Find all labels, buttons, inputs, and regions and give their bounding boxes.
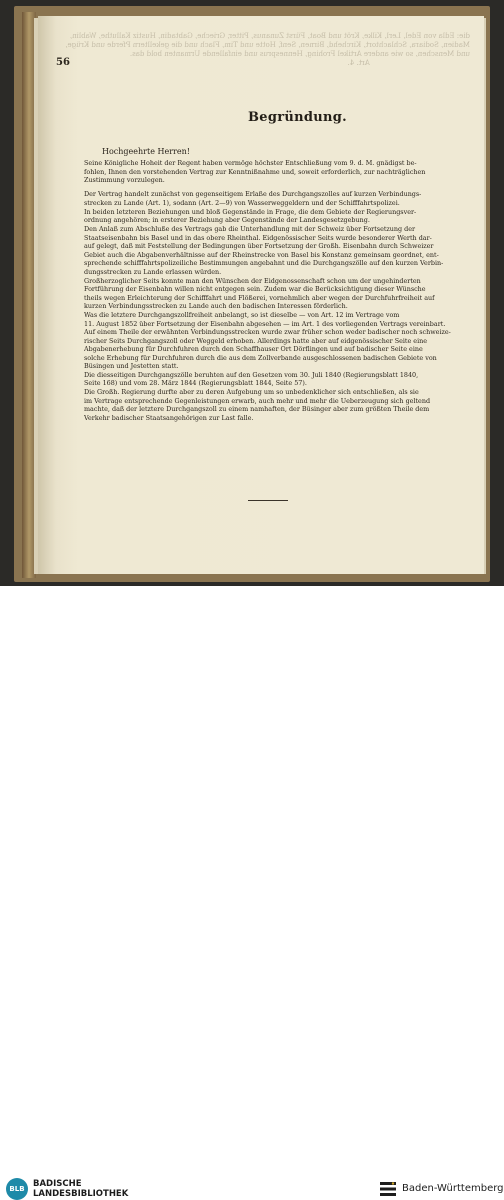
text-line: ordnung angehören; in ersterer Beziehung aber Gegenstände der Landesgesetzgebung.	[84, 216, 370, 224]
text-line: fohlen, Ihnen den vorstehenden Vertrag zur Kenntnißnahme und, soweit erforderlich, zur nachträglichen	[84, 168, 426, 176]
text-line: 11. August 1852 über Fortsetzung der Eisenbahn abgesehen — im Art. 1 des vorliegenden Vertrags vereinbart.	[84, 320, 446, 328]
baden-wuerttemberg-crest-icon[interactable]	[378, 1179, 398, 1199]
page-title: Begründung.	[248, 110, 348, 125]
text-line: im Vertrage entsprechende Gegenleistungen erwarb, auch mehr und mehr die Ueberzeugung sich geltend	[84, 397, 431, 405]
closing-rule	[248, 500, 288, 501]
page-number: 56	[56, 57, 70, 68]
text-line: Den Anlaß zum Abschluße des Vertrags gab die Unterhandlung mit der Schweiz über Fortsetzung der	[84, 225, 416, 233]
text-line: Zustimmung vorzulegen.	[84, 176, 165, 184]
text-line: Verkehr badischer Staatsangehörigen zur Last falle.	[84, 414, 254, 422]
text-line: Großherzoglicher Seits konnte man den Wünschen der Eidgenossenschaft schon um der ungehinderten	[84, 277, 421, 285]
scanned-book-view	[0, 0, 504, 586]
text-line: In beiden letzteren Beziehungen und bloß Gegenstände in Frage, die dem Gebiete der Regierungsver-	[84, 208, 417, 216]
bleed-through-text: die: Edla von Edel, Lerl, Kilke, Kröt und Boat, Fürst Zunanus, Pitter, Grieche, Gabtadin, Hustiz Kalluthe, Wablin, Madien, Sodiara, Schlachtort, Kirchehd, Birnen, Senf, Hotte und Tim, Flach und die gekelltern Pferde und Krüge, und Menschen, so wie andere Artikel Frohing, Hennesprus und einfallende Urmanten bold das. Art. 4.	[65, 32, 470, 67]
text-line: solche Erhebung für Durchfuhren durch die aus dem Zollverbande ausgeschlossenen badischen Gebiete von	[84, 354, 437, 362]
text-line: Staatseisenbahn bis Basel und in das obere Rheinthal. Eidgenössischer Seits wurde besonderer Werth dar-	[84, 234, 432, 242]
baden-wuerttemberg-name[interactable]: Baden-Württemberg	[402, 1183, 504, 1194]
text-line: Der Vertrag handelt zunächst von gegenseitigem Erlaße des Durchgangszolles auf kurzen Verbindungs-	[84, 190, 422, 198]
blb-logo-icon[interactable]: BLB	[6, 1178, 28, 1200]
text-line: sprechende schifffahrtspolizeiliche Bestimmungen angebahnt und die Durchgangszölle auf den kurzen Verbin-	[84, 259, 444, 267]
text-line: kurzen Verbindungsstrecken zu Lande auch den badischen Interessen förderlich.	[84, 302, 348, 310]
text-line: theils wegen Erleichterung der Schifffahrt und Flößerei, vornehmlich aber wegen der Durchfuhrfreiheit auf	[84, 294, 435, 302]
text-line: Fortführung der Eisenbahn willen nicht entgegen sein. Zudem war die Berücksichtigung dieser Wünsche	[84, 285, 426, 293]
text-line: strecken zu Lande (Art. 1), sodann (Art. 2—9) von Wasserweggeldern und der Schifffahrtspolizei.	[84, 199, 400, 207]
text-line: rischer Seits Durchgangszoll oder Weggeld erhoben. Allerdings hatte aber auf eidgenössischer Seite eine	[84, 337, 428, 345]
text-line: Seine Königliche Hoheit der Regent haben vermöge höchster Entschließung vom 9. d. M. gnädigst be-	[84, 159, 417, 167]
text-line: Die Großh. Regierung durfte aber zu deren Aufgebung um so unbedenklicher sich entschließen, als sie	[84, 388, 419, 396]
footer-bar	[0, 586, 504, 1199]
text-line: Auf einem Theile der erwähnten Verbindungsstrecken wurde zwar früher schon weder badischer noch schweize-	[84, 328, 451, 336]
salutation: Hochgeehrte Herren!	[102, 147, 190, 156]
text-line: Gebiet auch die Abgabenverhältnisse auf der Rheinstrecke von Basel bis Konstanz gemeinsam geordnet, ent-	[84, 251, 439, 259]
text-line: Was die letztere Durchgangszollfreiheit anbelangt, so ist dieselbe — von Art. 12 im Vertrage vom	[84, 311, 400, 319]
blb-name-line1: BADISCHE	[33, 1179, 82, 1189]
text-line: Die diesseitigen Durchgangszölle beruhten auf den Gesetzen vom 30. Juli 1840 (Regierungsblatt 1840,	[84, 371, 419, 379]
blb-library-name[interactable]	[33, 1179, 128, 1199]
text-line: machte, daß der letztere Durchgangszoll zu einem namhaften, der Büsinger aber zum größten Theile dem	[84, 405, 430, 413]
text-line: Büsingen und Jestetten statt.	[84, 362, 179, 370]
text-line: Seite 168) und vom 28. März 1844 (Regierungsblatt 1844, Seite 57).	[84, 379, 307, 387]
text-line: dungsstrecken zu Lande erlassen würden.	[84, 268, 222, 276]
text-line: Abgabenerhebung für Durchfuhren durch den Schaffhauser Ort Dörflingen und auf badischer Seite eine	[84, 345, 423, 353]
text-line: auf gelegt, daß mit Feststellung der Bedingungen über Fortsetzung der Großh. Eisenbahn durch Schweizer	[84, 242, 434, 250]
blb-name-line2: LANDESBIBLIOTHEK	[33, 1189, 129, 1199]
